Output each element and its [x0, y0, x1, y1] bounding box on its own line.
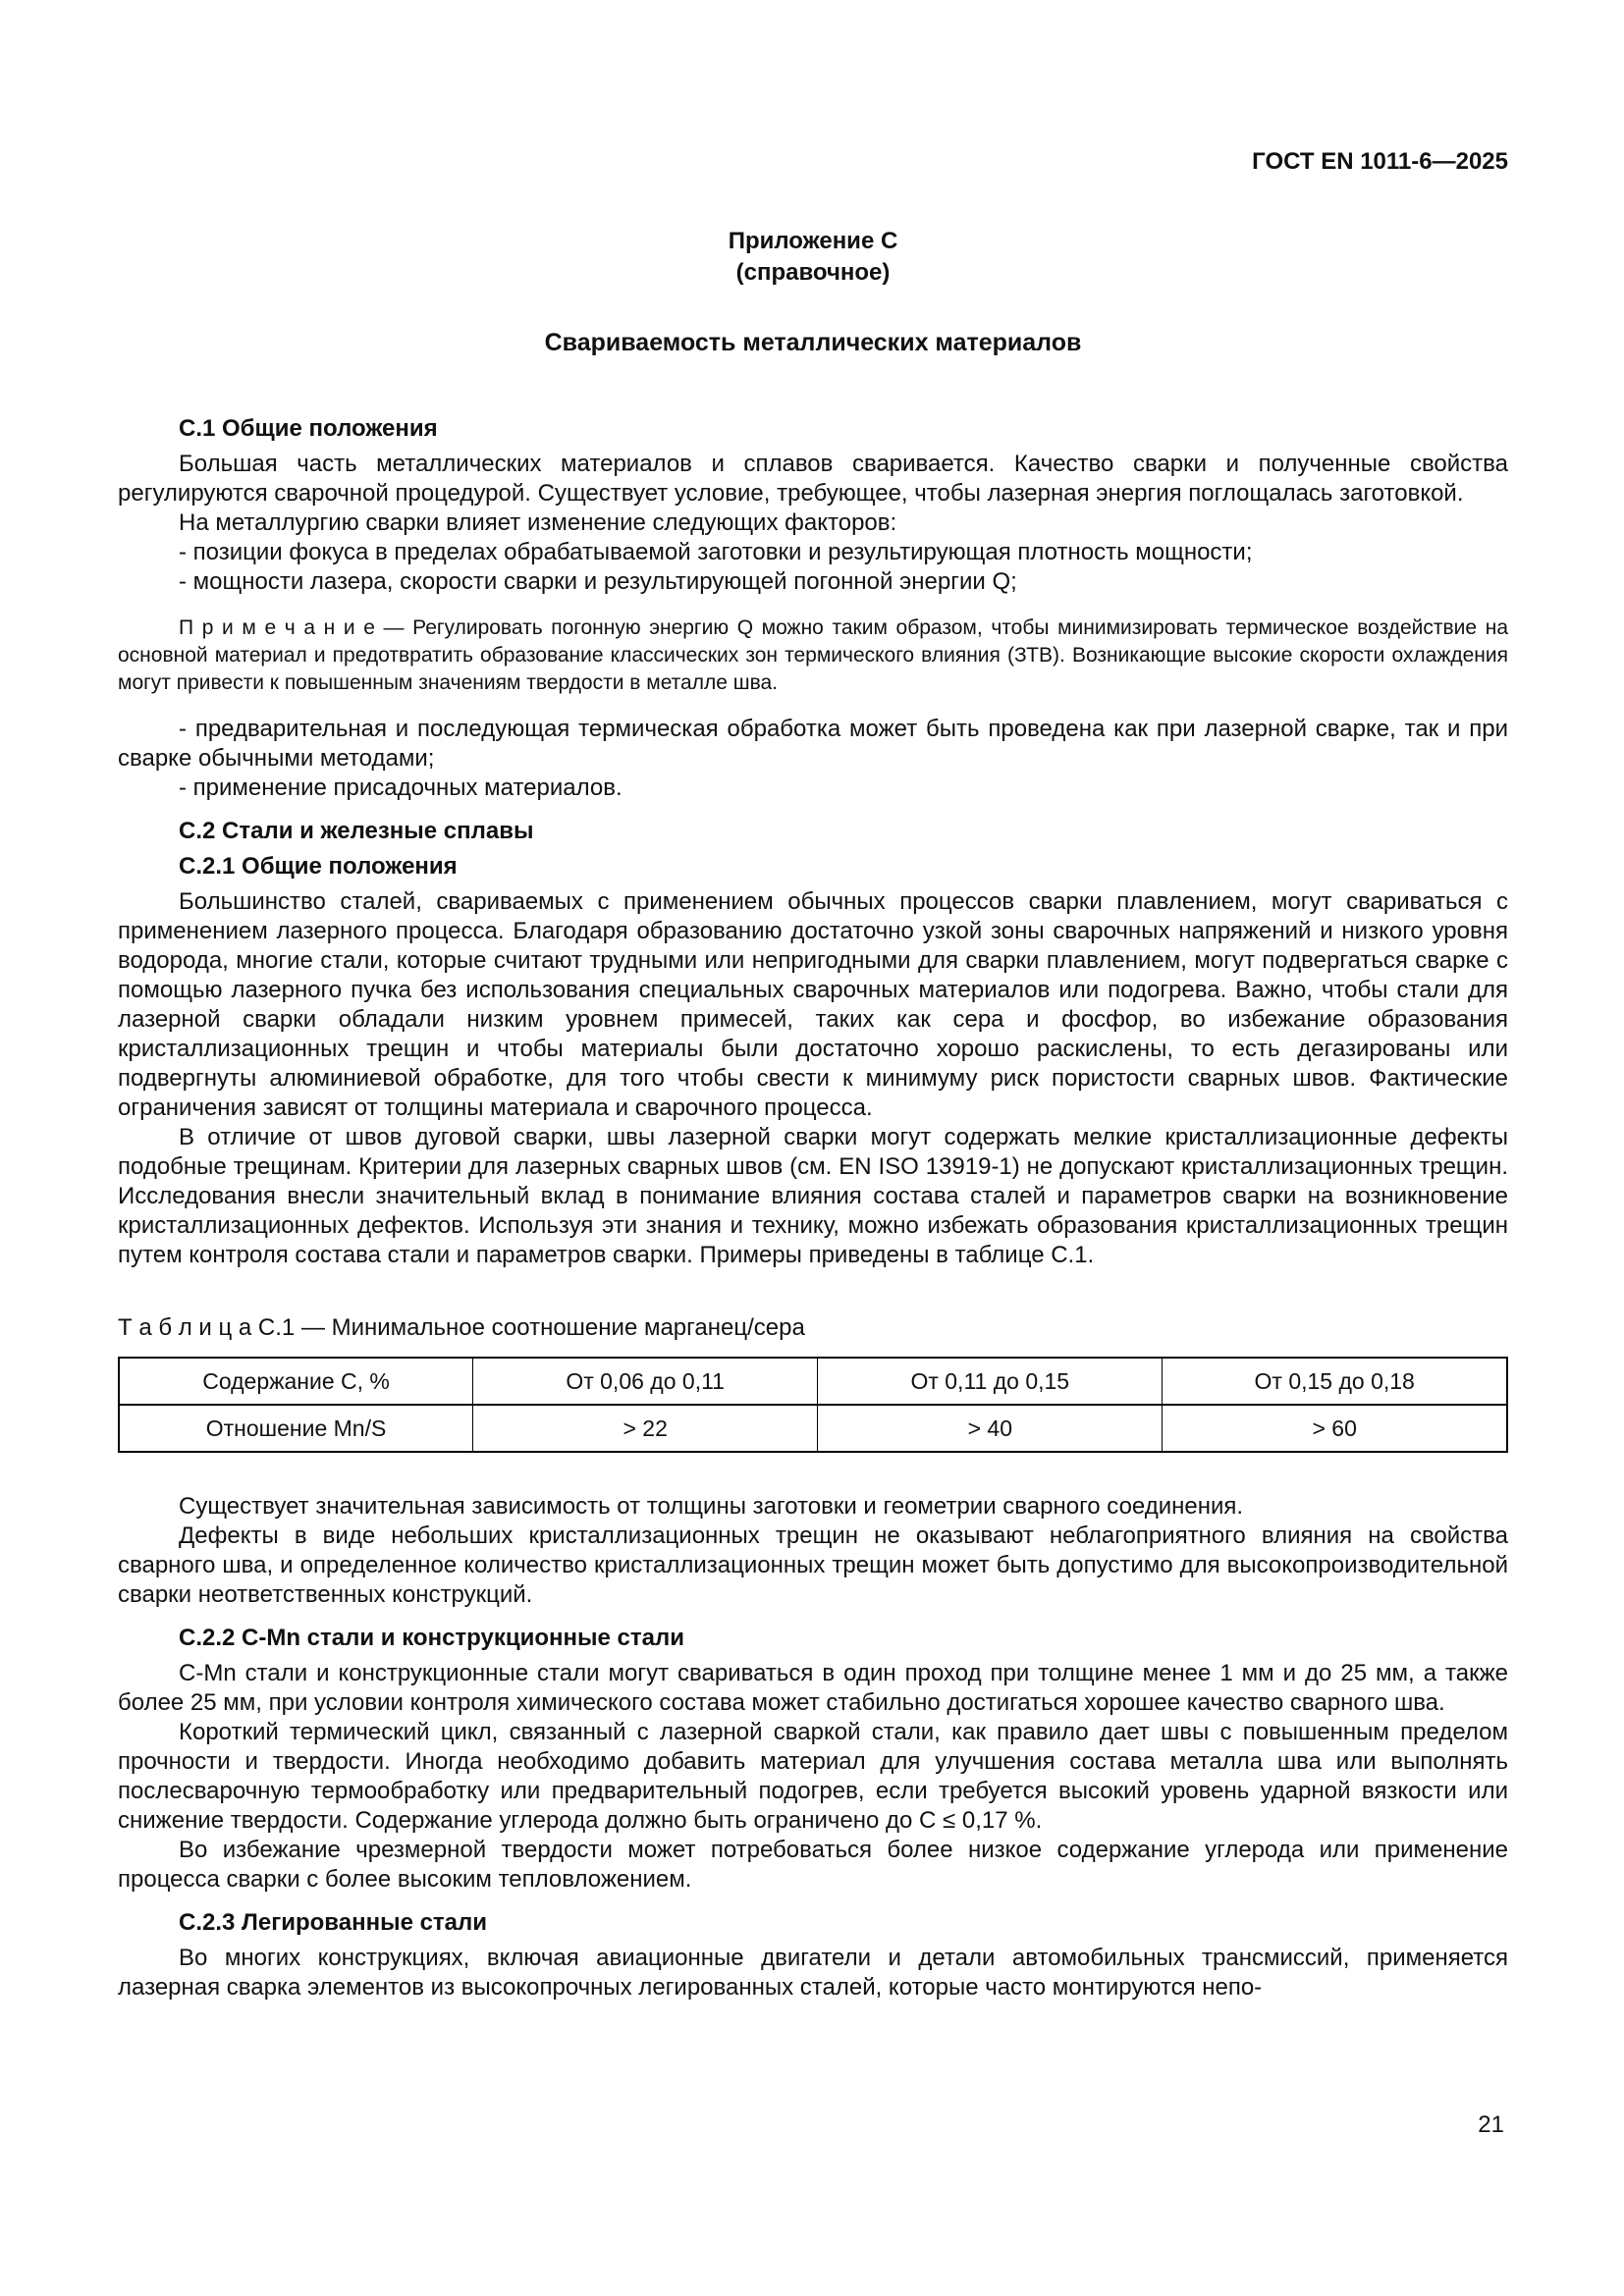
- table-header-row: [119, 1358, 1507, 1405]
- paragraph: C-Mn стали и конструкционные стали могут свариваться в один проход при толщине менее 1 мм и до 25 мм, а также более 25 мм, при условии контроля химического состава может стабильно достигаться хорошее качество сварного шва.: [118, 1660, 1508, 1716]
- table-caption: Т а б л и ц а С.1 — Минимальное соотношение марганец/сера: [118, 1314, 805, 1341]
- table-cell: > 22: [473, 1405, 818, 1452]
- paragraph: Во избежание чрезмерной твердости может потребоваться более низкое содержание углерода или применение процесса сварки с более высоким тепловложением.: [118, 1837, 1508, 1893]
- table-header-cell: От 0,15 до 0,18: [1163, 1358, 1507, 1405]
- table-c1: [118, 1357, 1508, 1453]
- list-item: - мощности лазера, скорости сварки и результирующей погонной энергии Q;: [179, 568, 1017, 595]
- paragraph: На металлургию сварки влияет изменение следующих факторов:: [179, 509, 897, 536]
- table-cell: > 60: [1163, 1405, 1507, 1452]
- paragraph: В отличие от швов дуговой сварки, швы лазерной сварки могут содержать мелкие кристаллизационные дефекты подобные трещинам. Критерии для лазерных сварных швов (см. EN ISO 13919-1) не допускают кристаллизационных трещин. Исследования внесли значительный вклад в понимание влияния состава сталей и параметров сварки на возникновение кристаллизационных дефектов. Используя эти знания и технику, можно избежать образования кристаллизационных трещин путем контроля состава стали и параметров сварки. Примеры приведены в таблице С.1.: [118, 1124, 1508, 1268]
- appendix-title: Свариваемость металлических материалов: [544, 329, 1082, 356]
- list-item: - предварительная и последующая термическая обработка может быть проведена как при лазерной сварке, так и при сварке обычными методами;: [118, 716, 1508, 772]
- appendix-label: Приложение С: [728, 228, 898, 254]
- doc-code: ГОСТ EN 1011-6—2025: [1252, 148, 1508, 175]
- paragraph: Существует значительная зависимость от толщины заготовки и геометрии сварного соединения.: [179, 1493, 1244, 1520]
- paragraph: Во многих конструкциях, включая авиационные двигатели и детали автомобильных трансмиссий, применяется лазерная сварка элементов из высокопрочных легированных сталей, которые часто монтируются непо-: [118, 1945, 1508, 2001]
- paragraph: Короткий термический цикл, связанный с лазерной сваркой стали, как правило дает швы с повышенным пределом прочности и твердости. Иногда необходимо добавить материал для улучшения состава металла шва или выполнять послесварочную термообработку или предварительный подогрев, если требуется высокий уровень ударной вязкости или снижение твердости. Содержание углерода должно быть ограничено до С ≤ 0,17 %.: [118, 1719, 1508, 1834]
- table-header-cell: От 0,06 до 0,11: [473, 1358, 818, 1405]
- paragraph: Дефекты в виде небольших кристаллизационных трещин не оказывают неблагоприятного влияния на свойства сварного шва, и определенное количество кристаллизационных трещин может быть допустимо для высокопроизводительной сварки неответственных конструкций.: [118, 1522, 1508, 1608]
- paragraph: Большая часть металлических материалов и сплавов сваривается. Качество сварки и полученные свойства регулируются сварочной процедурой. Существует условие, требующее, чтобы лазерная энергия поглощалась заготовкой.: [118, 451, 1508, 507]
- section-heading-c23: С.2.3 Легированные стали: [179, 1909, 488, 1936]
- table-header-cell: От 0,11 до 0,15: [818, 1358, 1163, 1405]
- table-row: [119, 1405, 1507, 1452]
- table-header-cell: Содержание С, %: [119, 1358, 473, 1405]
- list-item: - применение присадочных материалов.: [179, 774, 623, 801]
- appendix-type: (справочное): [735, 259, 891, 286]
- paragraph: Большинство сталей, свариваемых с применением обычных процессов сварки плавлением, могут свариваться с применением лазерного процесса. Благодаря образованию достаточно узкой зоны сварочных напряжений и низкого уровня водорода, многие стали, которые считают трудными или непригодными для сварки плавлением, могут подвергаться сварке с помощью лазерного пучка без использования специальных сварочных материалов или подогрева. Важно, чтобы стали для лазерной сварки обладали низким уровнем примесей, таких как сера и фосфор, во избежание образования кристаллизационных трещин и чтобы материалы были достаточно хорошо раскислены, то есть дегазированы или подвергнуты алюминиевой обработке, для того чтобы свести к минимуму риск пористости сварных швов. Фактические ограничения зависят от толщины материала и сварочного процесса.: [118, 888, 1508, 1121]
- list-item: - позиции фокуса в пределах обрабатываемой заготовки и результирующая плотность мощности;: [179, 539, 1253, 565]
- page-number: 21: [1478, 2111, 1504, 2138]
- section-heading-c2: С.2 Стали и железные сплавы: [179, 818, 534, 844]
- table-cell: Отношение Mn/S: [119, 1405, 473, 1452]
- section-heading-c21: С.2.1 Общие положения: [179, 853, 458, 880]
- section-heading-c1: С.1 Общие положения: [179, 415, 438, 442]
- table-cell: > 40: [818, 1405, 1163, 1452]
- section-heading-c22: С.2.2 C-Mn стали и конструкционные стали: [179, 1625, 684, 1651]
- note-paragraph: П р и м е ч а н и е — Регулировать погонную энергию Q можно таким образом, чтобы минимизировать термическое воздействие на основной материал и предотвратить образование классических зон термического влияния (ЗТВ). Возникающие высокие скорости охлаждения могут привести к повышенным значениям твердости в металле шва.: [118, 616, 1508, 694]
